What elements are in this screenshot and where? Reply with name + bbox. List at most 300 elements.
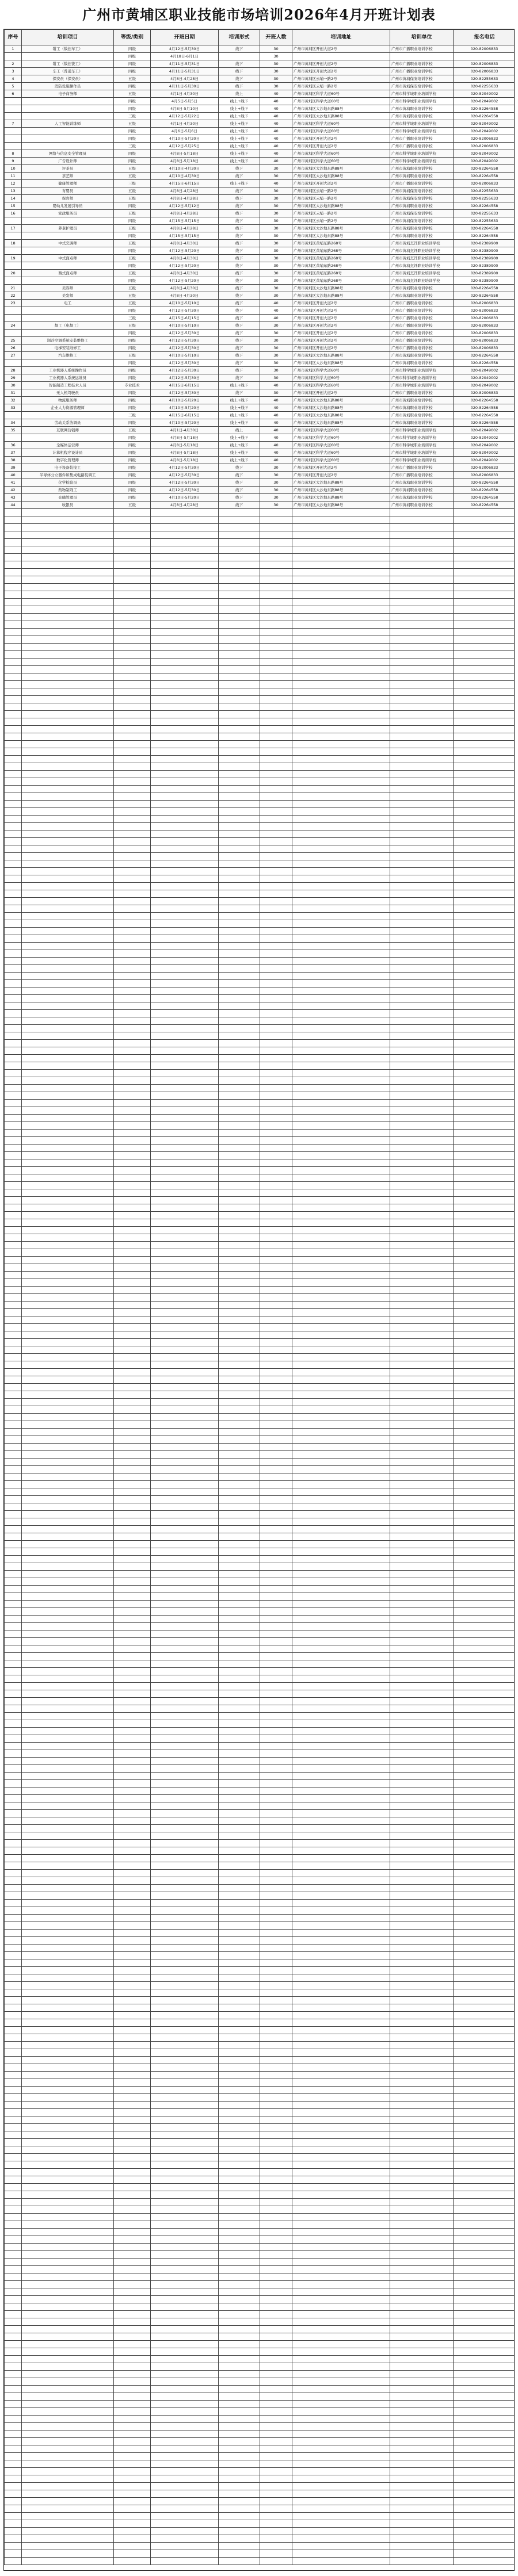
blank-cell [390,1055,454,1062]
blank-cell [219,1481,260,1488]
blank-cell [219,2318,260,2326]
cell-phone: 020-82049002 [454,150,515,158]
blank-cell [5,883,22,890]
blank-cell [292,1421,390,1429]
blank-cell [114,1324,151,1331]
blank-cell [292,2079,390,2087]
blank-cell [260,2550,292,2558]
blank-cell [260,2326,292,2333]
table-row-blank [5,2229,515,2236]
blank-cell [151,1055,219,1062]
blank-cell [260,1316,292,1324]
blank-cell [260,965,292,973]
blank-cell [292,1145,390,1152]
blank-cell [292,823,390,830]
cell-index: 33 [5,404,22,412]
blank-cell [219,1907,260,1915]
blank-cell [151,868,219,875]
blank-cell [22,1339,114,1346]
blank-cell [5,599,22,606]
blank-cell [5,711,22,718]
blank-cell [22,1414,114,1421]
blank-cell [260,2273,292,2281]
blank-cell [260,1885,292,1892]
blank-cell [390,2311,454,2318]
cell-school: 广州市黄埔保安培训学校 [390,187,454,195]
table-row-blank [5,524,515,531]
blank-cell [5,995,22,1002]
blank-cell [390,2543,454,2550]
blank-cell [22,2311,114,2318]
table-row-blank [5,1855,515,1862]
blank-cell [219,1429,260,1436]
blank-cell [151,958,219,965]
blank-cell [454,2460,515,2468]
blank-cell [219,1324,260,1331]
blank-cell [219,741,260,748]
table-row-blank [5,1444,515,1451]
blank-cell [260,2356,292,2363]
blank-cell [114,2341,151,2348]
blank-cell [390,2072,454,2079]
blank-cell [260,1414,292,1421]
blank-cell [219,2116,260,2124]
blank-cell [114,733,151,741]
blank-cell [260,1167,292,1174]
cell-index [5,113,22,120]
table-row [5,217,515,225]
blank-cell [292,1130,390,1137]
cell-count: 40 [260,143,292,150]
blank-cell [390,1025,454,1032]
blank-cell [151,1421,219,1429]
blank-cell [454,2445,515,2453]
blank-cell [5,659,22,666]
blank-cell [151,1466,219,1473]
blank-cell [390,2296,454,2303]
table-row-blank [5,1107,515,1115]
blank-cell [22,1750,114,1758]
blank-cell [454,673,515,681]
blank-cell [22,1511,114,1518]
blank-cell [292,1302,390,1309]
blank-cell [292,1212,390,1219]
blank-cell [390,1294,454,1302]
table-row-blank [5,1130,515,1137]
cell-count: 30 [260,487,292,494]
blank-cell [114,1840,151,1847]
blank-cell [114,1556,151,1563]
blank-cell [219,1055,260,1062]
blank-cell [114,2483,151,2490]
blank-cell [22,2303,114,2311]
cell-program: 互联网营销师 [22,427,114,434]
cell-format: 线上+线下 [219,98,260,105]
table-row-blank [5,2423,515,2430]
blank-cell [390,2378,454,2386]
blank-cell [454,1406,515,1414]
blank-cell [260,823,292,830]
cell-date: 4月15日-6月15日 [151,315,219,322]
blank-cell [219,1787,260,1795]
blank-cell [390,1982,454,1989]
blank-cell [5,1817,22,1825]
table-row-blank [5,1204,515,1212]
blank-cell [260,1429,292,1436]
blank-cell [292,1548,390,1556]
blank-cell [151,830,219,838]
blank-cell [5,1735,22,1743]
cell-school: 广州市广播职业培训学校 [390,322,454,330]
blank-cell [390,629,454,636]
blank-cell [5,1720,22,1728]
blank-cell [390,1593,454,1601]
blank-cell [260,606,292,614]
blank-cell [390,1100,454,1107]
blank-cell [22,905,114,913]
blank-cell [5,823,22,830]
cell-date: 4月15日-6月15日 [151,382,219,389]
cell-level: 四级 [114,202,151,210]
blank-cell [219,1511,260,1518]
blank-cell [292,1959,390,1967]
blank-cell [454,569,515,576]
blank-cell [151,621,219,629]
blank-cell [114,2348,151,2356]
blank-cell [114,1817,151,1825]
blank-cell [5,1974,22,1982]
cell-program: 无人机驾驶员 [22,389,114,397]
blank-cell [5,2236,22,2244]
blank-cell [151,1832,219,1840]
cell-count: 30 [260,502,292,509]
table-row-blank [5,2266,515,2273]
blank-cell [390,2386,454,2393]
blank-cell [454,1302,515,1309]
cell-phone: 020-82006833 [454,135,515,143]
cell-school: 广州市黄埔烹饪职业培训学校 [390,277,454,285]
table-row-blank [5,1758,515,1765]
blank-cell [114,1660,151,1668]
blank-cell [454,1668,515,1675]
blank-cell [454,1070,515,1077]
blank-cell [390,1421,454,1429]
blank-cell [219,1915,260,1922]
blank-cell [22,2109,114,2116]
cell-level: 四级 [114,105,151,113]
cell-format: 线下 [219,300,260,307]
blank-cell [292,741,390,748]
cell-level: 四级 [114,247,151,255]
blank-cell [390,1937,454,1945]
cell-count: 40 [260,120,292,128]
blank-cell [454,2356,515,2363]
cell-program: 婴幼儿发展引导员 [22,202,114,210]
cell-address: 广州市黄埔区科学大道60号 [292,434,390,442]
cell-index: 44 [5,502,22,509]
blank-cell [219,763,260,771]
cell-date: 4月5日-5月5日 [151,98,219,105]
blank-cell [114,718,151,726]
cell-phone: 020-82264558 [454,292,515,300]
blank-cell [151,1459,219,1466]
blank-cell [219,1287,260,1294]
table-row-blank [5,2206,515,2214]
blank-cell [114,2528,151,2535]
blank-cell [114,1952,151,1959]
cell-phone: 020-82006833 [454,45,515,53]
blank-cell [22,1601,114,1608]
blank-cell [22,2012,114,2019]
blank-cell [151,1316,219,1324]
blank-cell [292,2483,390,2490]
blank-cell [5,2027,22,2034]
table-row-blank [5,1780,515,1787]
blank-cell [454,763,515,771]
cell-phone: 020-82264558 [454,113,515,120]
cell-format: 线下 [219,217,260,225]
cell-format: 线下 [219,165,260,173]
blank-cell [292,905,390,913]
blank-cell [22,1997,114,2004]
blank-cell [390,1488,454,1496]
cell-level: 四级 [114,60,151,68]
blank-cell [5,1473,22,1481]
cell-school: 广州市黄埔职业培训学校 [390,359,454,367]
blank-cell [114,875,151,883]
table-row-blank [5,2550,515,2558]
blank-cell [390,726,454,733]
blank-cell [292,1107,390,1115]
blank-cell [390,531,454,539]
blank-cell [114,1750,151,1758]
blank-cell [260,958,292,965]
blank-cell [22,1728,114,1735]
blank-cell [260,1974,292,1982]
blank-cell [390,561,454,569]
blank-cell [292,2363,390,2371]
table-row-blank [5,1242,515,1249]
blank-cell [292,1025,390,1032]
blank-cell [219,703,260,711]
blank-cell [390,1481,454,1488]
blank-cell [219,2273,260,2281]
blank-cell [151,629,219,636]
blank-cell [219,673,260,681]
blank-cell [219,1653,260,1660]
blank-cell [260,1488,292,1496]
blank-cell [114,1466,151,1473]
blank-cell [151,509,219,516]
blank-cell [5,1630,22,1638]
blank-cell [219,659,260,666]
blank-cell [454,1279,515,1287]
blank-cell [292,1234,390,1242]
blank-cell [260,2169,292,2176]
table-row-blank [5,2505,515,2513]
blank-cell [260,1773,292,1780]
blank-cell [5,2087,22,2094]
blank-cell [22,838,114,845]
blank-cell [22,1070,114,1077]
blank-cell [114,1444,151,1451]
cell-phone: 020-82006833 [454,464,515,472]
blank-cell [114,2430,151,2438]
blank-cell [390,2012,454,2019]
blank-cell [454,666,515,673]
blank-cell [22,659,114,666]
table-row [5,374,515,382]
blank-cell [260,1578,292,1586]
blank-cell [219,1421,260,1429]
table-row-blank [5,2109,515,2116]
blank-cell [390,1548,454,1556]
blank-cell [219,539,260,546]
blank-cell [22,1630,114,1638]
cell-date: 4月18日-6月1日 [151,53,219,60]
blank-cell [22,2505,114,2513]
blank-cell [5,1070,22,1077]
blank-cell [390,516,454,524]
blank-cell [260,2513,292,2520]
blank-cell [390,1601,454,1608]
blank-cell [454,1713,515,1720]
cell-index [5,232,22,240]
cell-phone: 020-82264558 [454,352,515,359]
blank-cell [454,1354,515,1361]
blank-cell [114,1802,151,1810]
blank-cell [390,793,454,801]
blank-cell [5,2505,22,2513]
blank-cell [151,943,219,950]
blank-cell [22,1533,114,1541]
blank-cell [260,2311,292,2318]
table-row-blank [5,636,515,644]
blank-cell [5,2386,22,2393]
blank-cell [454,2184,515,2191]
cell-format: 线上+线下 [219,442,260,449]
blank-cell [292,2498,390,2505]
cell-school: 广州市科学城职业培训学校 [390,128,454,135]
cell-index: 5 [5,83,22,90]
blank-cell [22,1324,114,1331]
blank-cell [260,1638,292,1645]
blank-cell [390,1915,454,1922]
blank-cell [454,1638,515,1645]
blank-cell [219,1683,260,1690]
blank-cell [390,584,454,591]
blank-cell [292,1974,390,1982]
blank-cell [22,2191,114,2199]
blank-cell [151,1653,219,1660]
blank-cell [260,1496,292,1503]
plan-table-container [3,29,515,2571]
table-row-blank [5,1698,515,1705]
blank-cell [151,1204,219,1212]
blank-cell [260,2528,292,2535]
blank-cell [292,2131,390,2139]
blank-cell [219,2498,260,2505]
table-row-blank [5,1765,515,1773]
blank-cell [390,2214,454,2221]
blank-cell [5,1376,22,1384]
blank-cell [219,1608,260,1616]
table-row [5,330,515,337]
blank-cell [22,1907,114,1915]
blank-cell [22,2341,114,2348]
blank-cell [260,771,292,778]
table-row-blank [5,1316,515,1324]
blank-cell [151,636,219,644]
blank-cell [292,614,390,621]
cell-program [22,247,114,255]
blank-cell [151,659,219,666]
blank-cell [5,2057,22,2064]
blank-cell [292,1571,390,1578]
cell-count: 30 [260,255,292,262]
blank-cell [292,1055,390,1062]
blank-cell [5,950,22,958]
blank-cell [454,2199,515,2206]
cell-program [22,315,114,322]
cell-program [22,217,114,225]
cell-address: 广州市黄埔区科学大道60号 [292,90,390,98]
blank-cell [22,1840,114,1847]
blank-cell [454,2191,515,2199]
blank-cell [292,2423,390,2430]
blank-cell [5,2131,22,2139]
table-row [5,232,515,240]
blank-cell [219,1234,260,1242]
blank-cell [390,1212,454,1219]
blank-cell [260,2423,292,2430]
blank-cell [454,786,515,793]
blank-cell [114,2371,151,2378]
cell-school: 广州市广播职业培训学校 [390,337,454,345]
blank-cell [454,748,515,756]
blank-cell [219,1698,260,1705]
blank-cell [292,1100,390,1107]
blank-cell [292,1810,390,1817]
cell-level: 四级 [114,359,151,367]
blank-cell [114,2505,151,2513]
blank-cell [22,1002,114,1010]
blank-cell [260,1130,292,1137]
blank-cell [151,1787,219,1795]
blank-cell [114,703,151,711]
blank-cell [114,2520,151,2528]
blank-cell [390,1668,454,1675]
blank-cell [390,1930,454,1937]
table-row-blank [5,2124,515,2131]
blank-cell [219,1855,260,1862]
blank-cell [292,860,390,868]
blank-cell [454,801,515,808]
blank-cell [22,1713,114,1720]
blank-cell [22,2401,114,2408]
cell-school: 广州市广播职业培训学校 [390,472,454,479]
blank-cell [114,1728,151,1735]
blank-cell [390,1503,454,1511]
blank-cell [219,644,260,651]
blank-cell [5,1055,22,1062]
blank-cell [5,1690,22,1698]
blank-cell [22,1832,114,1840]
blank-cell [5,958,22,965]
table-row-blank [5,2042,515,2049]
blank-cell [22,823,114,830]
table-row-blank [5,1055,515,1062]
